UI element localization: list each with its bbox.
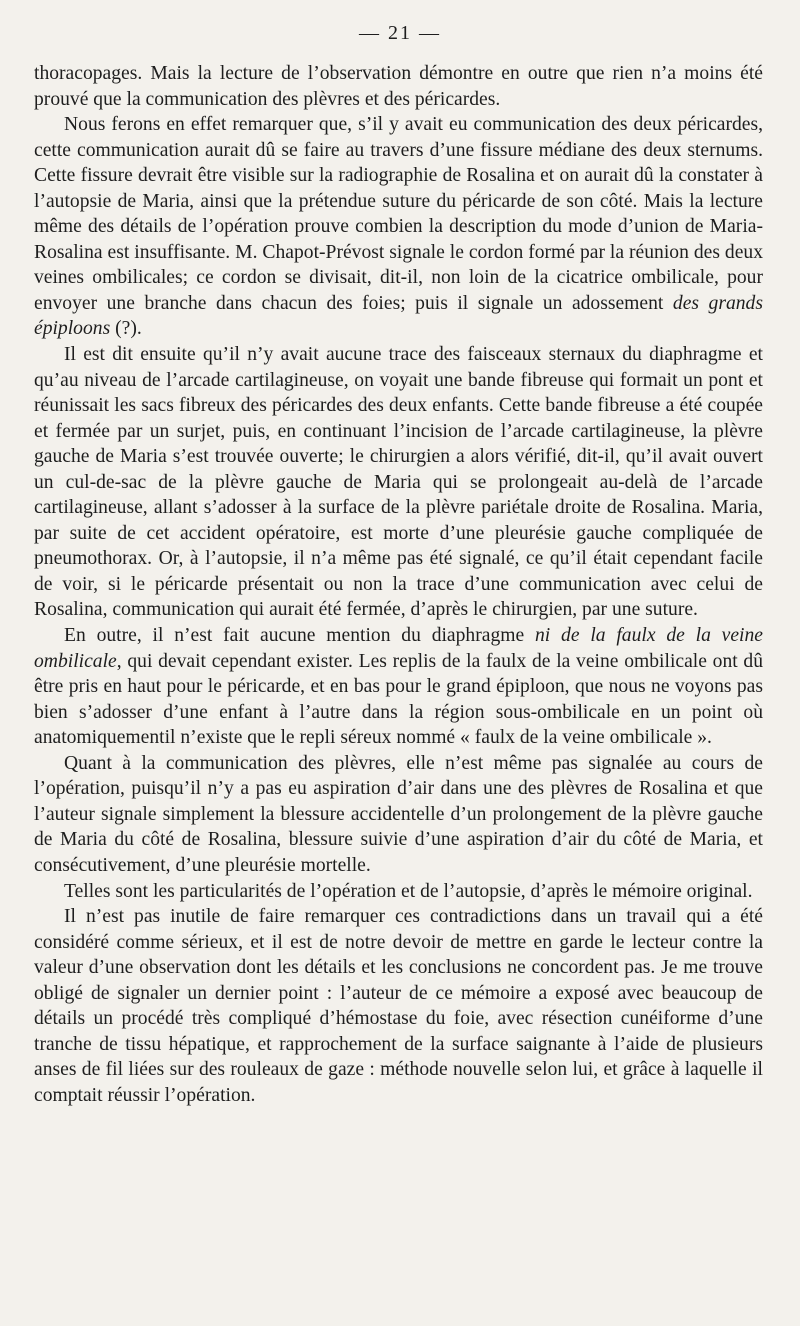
paragraph [34, 112, 763, 342]
body-text [34, 61, 763, 1108]
paragraph [34, 623, 763, 751]
paragraph-text: thoracopages. Mais la lecture de l’observation démontre en outre que rien n’a moins été prouvé que la communication des plèvres et des péricardes. [34, 63, 763, 110]
paragraph-text: En outre, il n’est fait aucune mention du diaphragme [64, 625, 535, 647]
paragraph-text: , qui devait cependant exister. Les replis de la faulx de la veine ombilicale ont dû être pris en haut pour le péricarde, et en bas pour le grand épiploon, que nous ne voyons pas bien s’adosser d’une enfant à l’autre dans la région sous-ombilicale en un point où anatomiquementil n’existe que le repli séreux nommé « faulx de la veine ombilicale ». [34, 650, 763, 749]
paragraph-text: Il n’est pas inutile de faire remarquer ces contradictions dans un travail qui a été considéré comme sérieux, et il est de notre devoir de mettre en garde le lecteur contre la valeur d’une observation dont les détails et les conclusions ne concordent pas. Je me trouve obligé de signaler un dernier point : l’auteur de ce mémoire a exposé avec beaucoup de détails un procédé très compliqué d’hémostase du foie, avec résection cunéiforme d’une tranche de tissu hépatique, et rapprochement de la surface saignante à l’aide de plusieurs anses de fil liées sur des rouleaux de gaze : méthode nouvelle selon lui, et grâce à laquelle il comptait réussir l’opération. [34, 906, 763, 1106]
paragraph-text: Il est dit ensuite qu’il n’y avait aucune trace des faisceaux sternaux du diaphragme et qu’au niveau de l’arcade cartilagineuse, on voyait une bande fibreuse qui formait un pont et réunissait les sacs fibreux des péricardes des deux enfants. Cette bande fibreuse a été coupée et fermée par un surjet, puis, en continuant l’incision de l’arcade cartilagineuse, la plèvre gauche de Maria s’est trouvée ouverte; le chirurgien a alors vérifié, dit-il, qu’il avait ouvert un cul-de-sac de la plèvre gauche de Maria qui se prolongeait au-delà de l’arcade cartilagineuse, allant s’adosser à la surface de la plèvre pariétale droite de Rosalina. Maria, par suite de cet accident opératoire, est morte d’une pleurésie gauche compliquée de pneumothorax. Or, à l’autopsie, il n’a même pas été signalé, ce qu’il était cependant facile de voir, si le péricarde présentait ou non la trace d’une communication avec celui de Rosalina, communication qui aurait été fermée, d’après le chirurgien, par une suture. [34, 344, 763, 621]
paragraph-text: Telles sont les particularités de l’opération et de l’autopsie, d’après le mémoire original. [64, 880, 753, 902]
paragraph-text: (?). [110, 318, 142, 340]
paragraph [34, 342, 763, 623]
paragraph [34, 879, 763, 905]
page-number: — 21 — [359, 22, 441, 44]
paragraph [34, 751, 763, 879]
italic-text: ni de la faulx de la veine ombilicale [34, 625, 763, 672]
paragraph [34, 61, 763, 112]
paragraph-text: Quant à la communication des plèvres, elle n’est même pas signalée au cours de l’opération, puisqu’il n’y a pas eu aspiration d’air dans une des plèvres de Rosalina et que l’auteur signale simplement la blessure accidentelle d’un prolongement de la plèvre gauche de Maria du côté de Rosalina, blessure suivie d’une aspiration d’air du côté de Maria, et consécutivement, d’une pleurésie mortelle. [34, 752, 763, 876]
paragraph [34, 904, 763, 1108]
paragraph-text: Nous ferons en effet remarquer que, s’il y avait eu communication des deux péricardes, cette communication aurait dû se faire au travers d’une fissure médiane des deux sternums. Cette fissure devrait être visible sur la radiographie de Rosalina et on aurait dû la constater à l’autopsie de Maria, ainsi que la prétendue suture du péricarde de son côté. Mais la lecture même des détails de l’opération prouve combien la description du mode d’union de Maria-Rosalina est insuffisante. M. Chapot-Prévost signale le cordon formé par la réunion des deux veines ombilicales; ce cordon se divisait, dit-il, non loin de la cicatrice ombilicale, pour envoyer une branche dans chacun des foies; puis il signale un adossement [34, 114, 763, 314]
italic-text: des grands épiploons [34, 292, 763, 340]
